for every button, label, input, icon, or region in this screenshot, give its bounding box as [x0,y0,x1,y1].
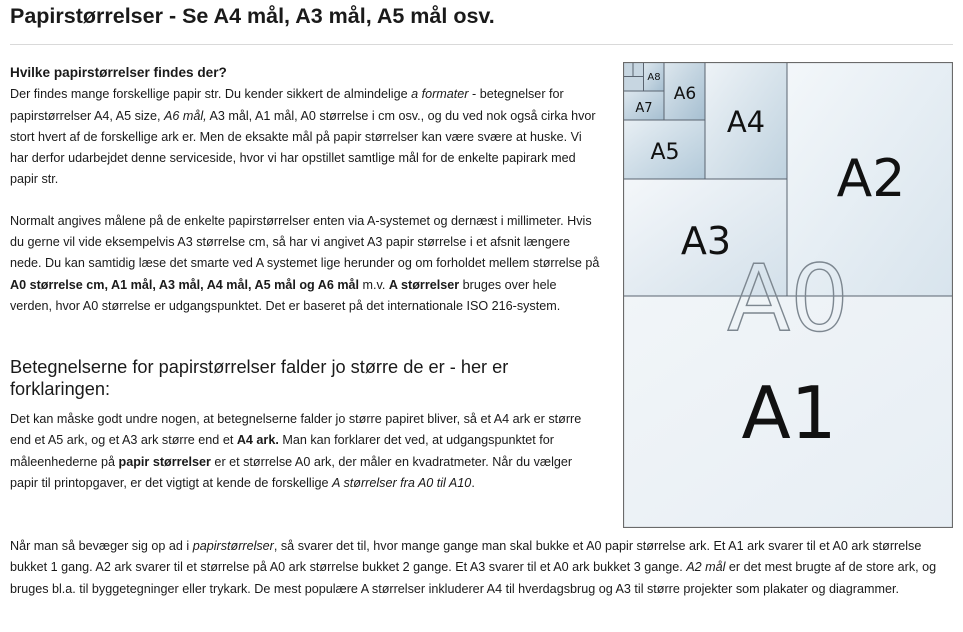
a-system-paragraph: Normalt angives målene på de enkelte papirstørrelser enten via A-systemet og dernæst i millimeter. Hvis du gerne vil vide eksempelvis A3 størrelse cm, så har vi angivet A3 papir størrelse i et afsnit længere nede. Du kan samtidig læse det smarte ved A systemet lige herunder og om forholdet mellem størrelse på A0 størrelse cm, A1 mål, A3 mål, A4 mål, A5 mål og A6 mål m.v. A størrelser bruges over hele verden, hvor A0 størrelse er udgangspunktet. Det er baseret på det internationale ISO 216-system. [10,213,600,313]
label-a4: A4 [726,105,766,139]
label-a1: A1 [741,371,837,455]
intro-paragraph: Der findes mange forskellige papir str. Du kender sikkert de almindelige a formater - betegnelser for papirstørrelser A4, A5 size, A6 mål, A3 mål, A1 mål, A0 størrelse i cm osv., og du ved nok også cirka hvor stort hvert af de forskellige ark er. Men de eksakte mål på papir størrelser kan være svære at huske. Vi har derfor udarbejdet denne serviceside, hvor vi har opstillet samtlige mål for de enkelte papirark med papir str. [10,87,596,187]
label-a2: A2 [836,149,906,209]
label-a7: A7 [635,101,653,116]
label-a3: A3 [680,219,732,263]
page-title: Papirstørrelser - Se A4 mål, A3 mål, A5 mål osv. [10,4,495,28]
paper-sizes-diagram [623,62,953,528]
section-intro [10,62,600,317]
explanation-paragraph: Det kan måske godt undre nogen, at betegnelserne falder jo større papiret bliver, så et A4 ark er større end et A5 ark, og et A3 ark større end et A4 ark. Man kan forklarer det ved, at udgangspunktet for måleenhederne på papir størrelser er et størrelse A0 ark, der måler en kvadratmeter. Når du vælger papir til printopgaver, er det vigtigt at kende de forskellige A størrelser fra A0 til A10. [10,412,582,490]
label-a6: A6 [673,84,697,104]
folding-paragraph: Når man så bevæger sig op ad i papirstørrelser, så svarer det til, hvor mange gange man skal bukke et A0 papir størrelse ark. Et A1 ark svarer til et A0 ark størrelse bukket 1 gang. A2 ark svarer til et størrelse på A0 ark størrelse bukket 2 gange. Et A3 svarer til et A0 ark bukket 3 gange. A2 mål er det mest brugte af de store ark, og bruges bl.a. til byggetegninger eller trykark. De mest populære A størrelser inkluderer A4 til hverdagsbrug og A3 til større projekter som plakater og diagrammer. [10,539,937,596]
label-a5: A5 [650,140,680,165]
section-heading-sizes: Hvilke papirstørrelser findes der? [10,65,227,80]
label-a8: A8 [647,72,661,83]
title-divider [10,44,953,45]
label-a0: A0 [727,245,849,352]
section-heading-explanation: Betegnelserne for papirstørrelser falder jo større de er - her er forklaringen: [10,357,509,399]
